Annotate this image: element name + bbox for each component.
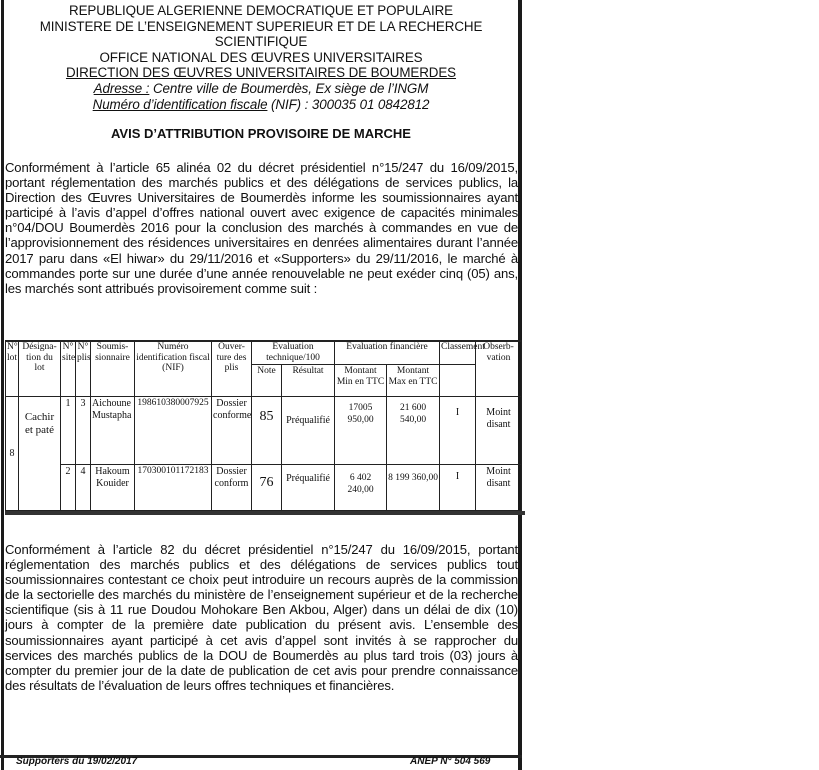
institution-header [5, 3, 517, 112]
cell-montant-min: 6 402 240,00 [335, 465, 387, 511]
col-header-classement: Classement [440, 341, 476, 365]
cell-soumissionnaire: Hakoum Kouider [91, 465, 135, 511]
cell-note: 85 [252, 397, 282, 465]
header-line-scientifique: SCIENTIFIQUE [214, 34, 308, 50]
col-header-soumissionnaire: Soumis-sionnaire [91, 341, 135, 397]
col-header-montant-max: Montant Max en TTC [387, 365, 440, 397]
cell-nif: 170300101172183 [135, 465, 212, 511]
cell-montant-max: 8 199 360,00 [387, 465, 440, 511]
col-header-classement-empty [440, 365, 476, 397]
cell-resultat: Préqualifié [282, 397, 335, 465]
address-value: Centre ville de Boumerdès, Ex siège de l’INGM [149, 80, 429, 96]
header-address [5, 81, 517, 97]
col-header-observation: Obserb-vation [476, 341, 522, 397]
table-row [6, 397, 522, 465]
cell-resultat: Préqualifié [282, 465, 335, 511]
table-bottom-rule [5, 511, 525, 515]
cell-classement: I [440, 397, 476, 465]
col-header-nif: Numéro identification fiscal (NIF) [135, 341, 212, 397]
table-row [6, 465, 522, 511]
header-line-ministry: MINISTERE DE L’ENSEIGNEMENT SUPERIEUR ET DE LA RECHERCHE [39, 18, 483, 34]
address-label: Adresse : [93, 80, 150, 96]
col-header-lot: N° lot [6, 341, 19, 397]
cell-observation: Moint disant [476, 465, 522, 511]
header-line-republic: REPUBLIQUE ALGERIENNE DEMOCRATIQUE ET POPULAIRE [69, 3, 453, 18]
cell-nif: 198610380007925 [135, 397, 212, 465]
cell-ouverture: Dossier conform [212, 465, 252, 511]
nif-value: (NIF) : 300035 01 0842812 [267, 96, 430, 112]
cell-montant-max: 21 600 540,00 [387, 397, 440, 465]
col-header-designation: Désigna-tion du lot [19, 341, 61, 397]
cell-lot-number: 8 [6, 397, 19, 511]
footer-anep-number: ANEP N° 504 569 [410, 756, 491, 767]
col-header-note: Note [252, 365, 282, 397]
attribution-table-wrapper [5, 340, 521, 516]
col-header-montant-min: Montant Min en TTC [335, 365, 387, 397]
cell-designation: Cachir et paté [19, 397, 61, 511]
cell-site: 1 [61, 397, 76, 465]
nif-label: Numéro d’identification fiscale [92, 96, 268, 112]
footer-publication: Supporters du 19/02/2017 [16, 756, 138, 767]
header-line-direction: DIRECTION DES ŒUVRES UNIVERSITAIRES DE BOUMERDES [65, 65, 457, 81]
attribution-table [5, 340, 522, 511]
intro-paragraph: Conformément à l’article 65 alinéa 02 du décret présidentiel n°15/247 du 16/09/2015, portant réglementation des marchés publics et des délégations de services publics, la Direction des Œuvres Universitaires de Boumerdès informe les soumissionnaires ayant participé à l’avis d’appel d’offres national ouvert avec exigence de capacités minimales n°04/DOU Boumerdès 2016 pour la conclusion des marchés à commandes en vue de l’approvisionnement des résidences universitaires en denrées alimentaires durant l’année 2017 paru dans «El hiwar» du 29/11/2016 et «Supporters» du 29/11/2016, le marché à commandes porte sur une durée d’une année renouvelable ne peut exéder cinq (05) ans, les marchés sont attribués provisoirement comme suit : [5, 160, 518, 296]
col-header-resultat: Résultat [282, 365, 335, 397]
cell-ouverture: Dossier conforme [212, 397, 252, 465]
cell-plis: 3 [76, 397, 91, 465]
cell-montant-min: 17005 950,00 [335, 397, 387, 465]
cell-observation: Moint disant [476, 397, 522, 465]
col-header-eval-fin: Evaluation financière [335, 341, 440, 365]
left-border-rule [1, 0, 4, 770]
notice-title: AVIS D’ATTRIBUTION PROVISOIRE DE MARCHE [111, 126, 411, 142]
col-header-eval-tech: Evaluation technique/100 [252, 341, 335, 365]
col-header-site: N° site [61, 341, 76, 397]
header-line-office: OFFICE NATIONAL DES ŒUVRES UNIVERSITAIRES [99, 49, 423, 65]
col-header-plis: N° plis [76, 341, 91, 397]
cell-site: 2 [61, 465, 76, 511]
notice-content [5, 0, 517, 142]
cell-classement: I [440, 465, 476, 511]
col-header-ouverture: Ouver-ture des plis [212, 341, 252, 397]
cell-note: 76 [252, 465, 282, 511]
cell-soumissionnaire: Aichoune Mustapha [91, 397, 135, 465]
header-nif [5, 97, 517, 113]
recourse-paragraph: Conformément à l’article 82 du décret présidentiel n°15/247 du 16/09/2015, portant réglementation des marchés publics et des délégations de services publics tout soumissionnaires contestant ce choix peut introduire un recours auprès de la commission de la sectorielle des marchés du ministère de l’enseignement supérieur et de la recherche scientifique (sis à 11 rue Doudou Mohokare Ben Akbou, Alger) dans un délai de dix (10) jours à compter de la première date publication du présent avis. L’ensemble des soumissionnaires ayant participé à cet avis d’appel sont invités à se rapprocher du services des marchés publics de la DOU de Boumerdès au plus tard trois (03) jours à compter du premier jour de la date de publication de cet avis pour prendre connaissance des résultats de l’évaluation de leurs offres techniques et financières. [5, 542, 518, 693]
cell-plis: 4 [76, 465, 91, 511]
